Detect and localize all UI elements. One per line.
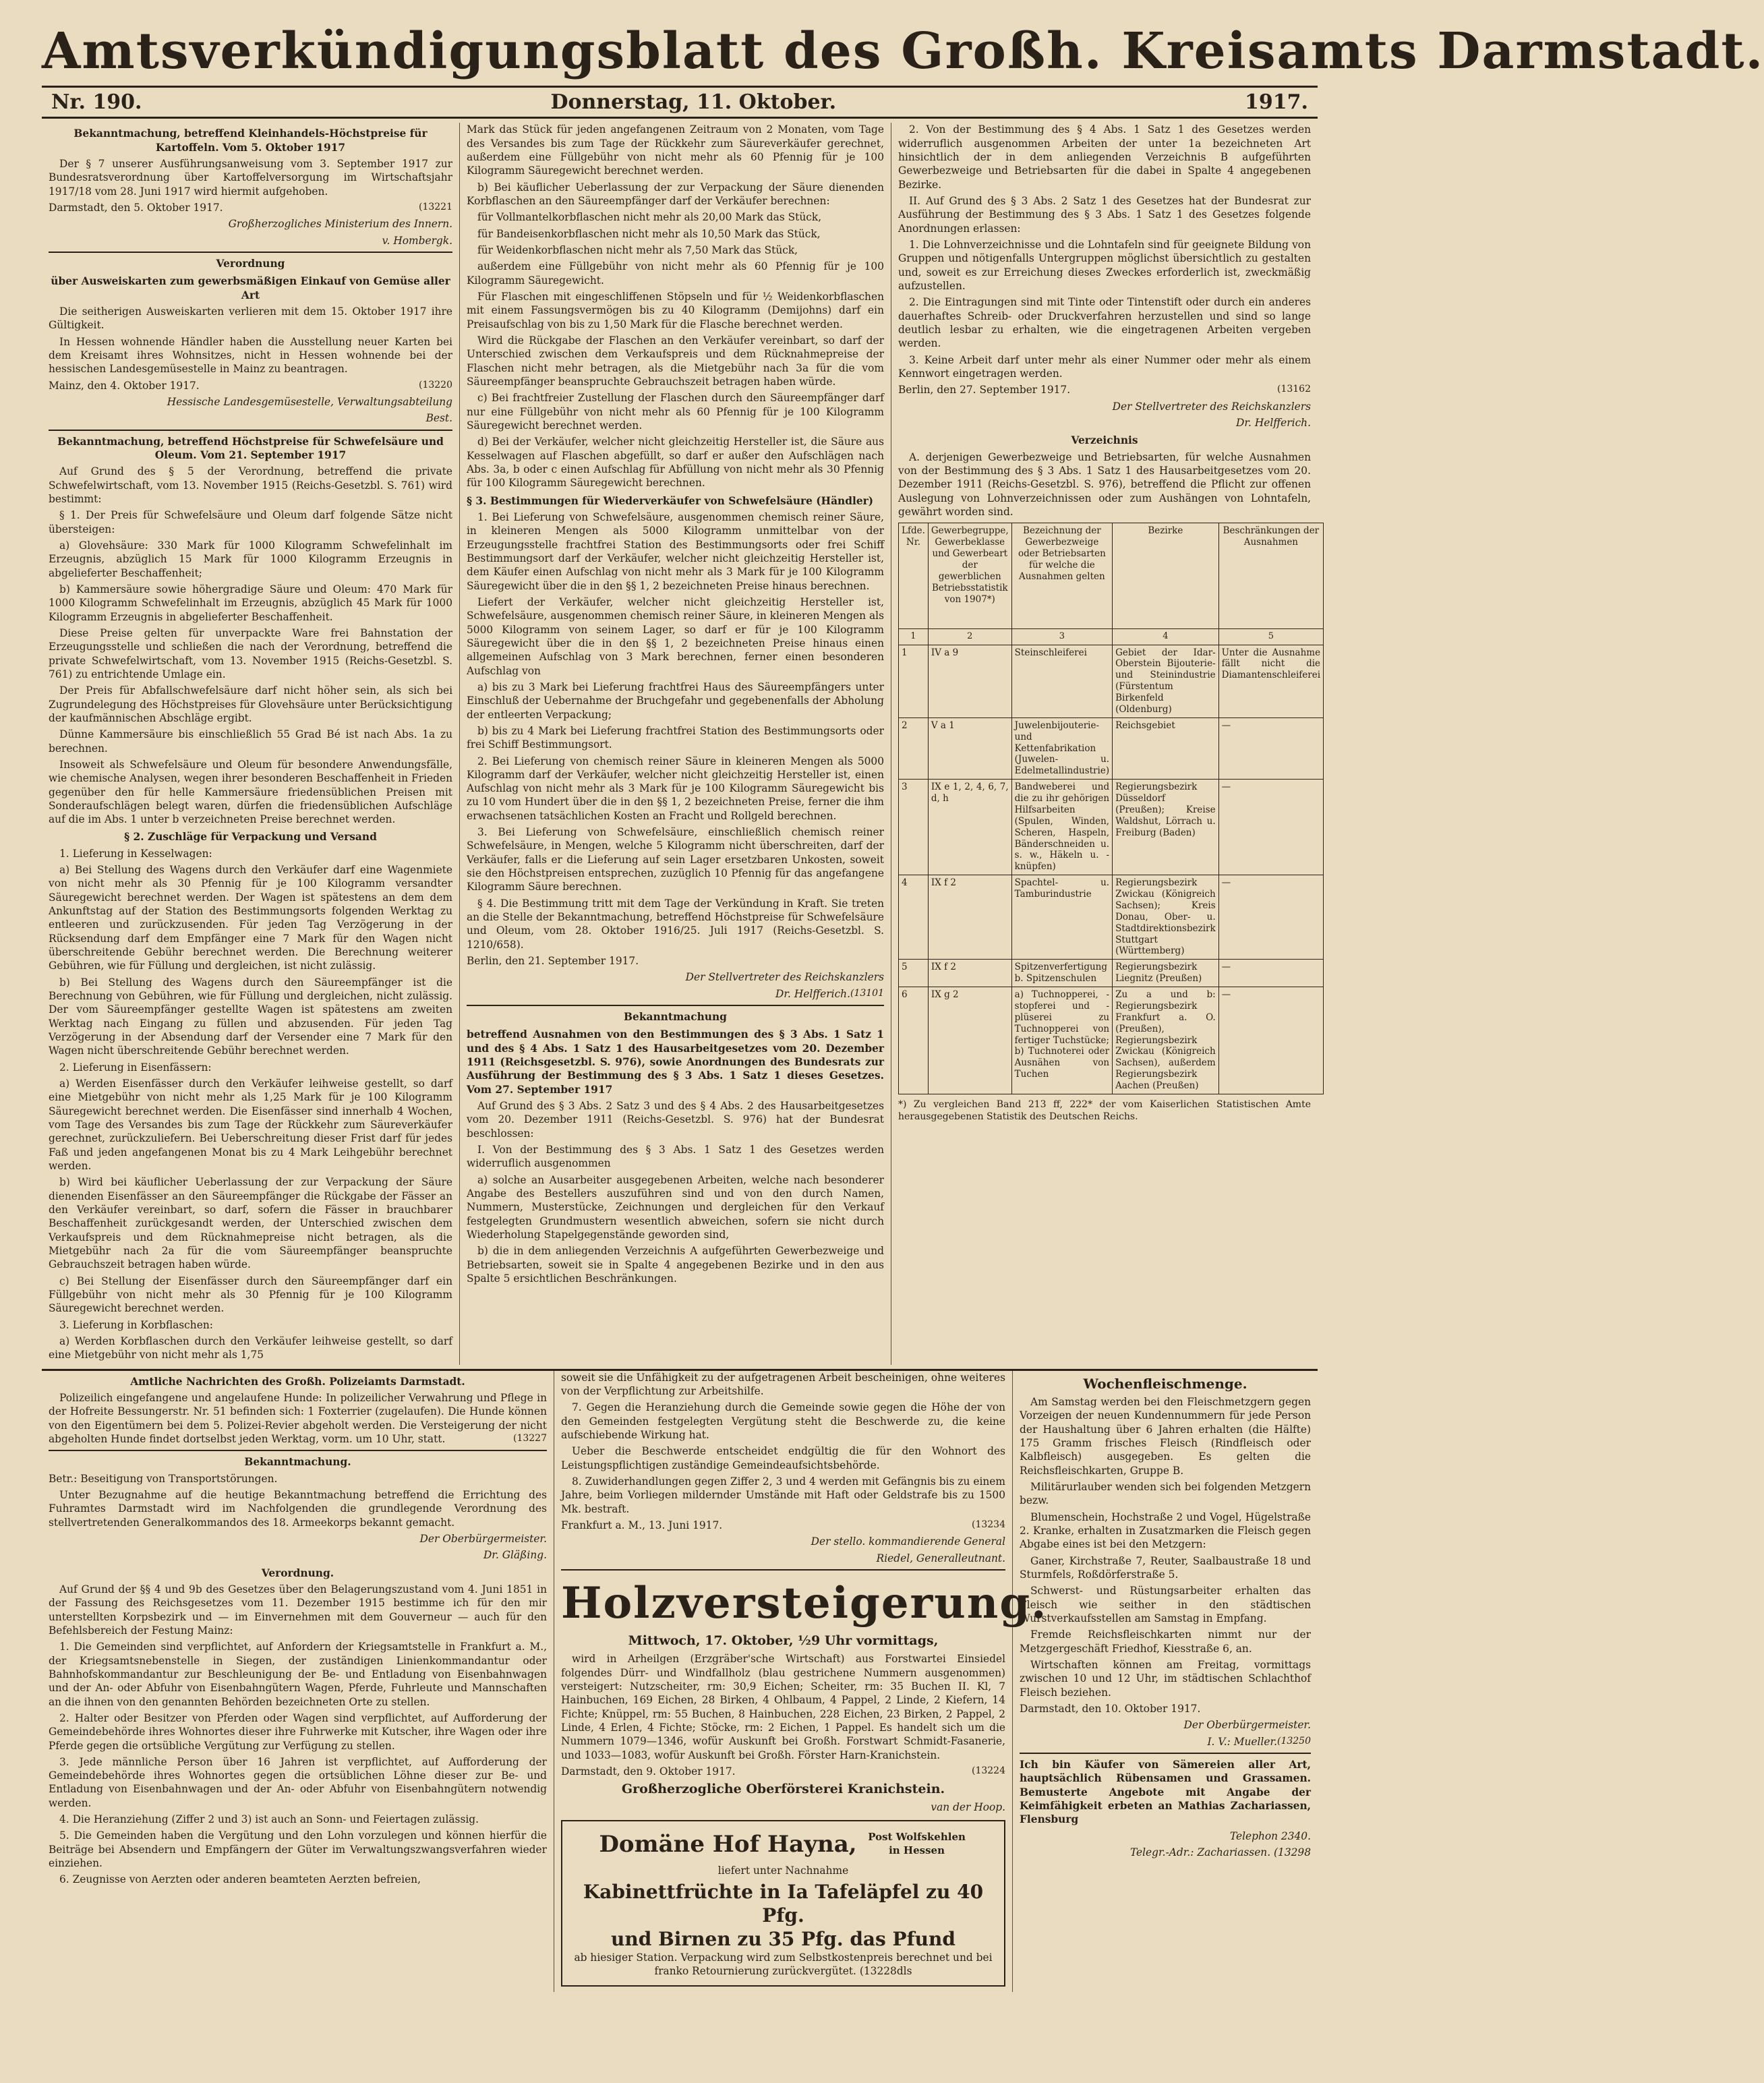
- paragraph: § 1. Der Preis für Schwefelsäure und Oleum darf folgende Sätze nicht übersteigen:: [49, 509, 452, 535]
- paragraph: 2. Halter oder Besitzer von Pferden oder Wagen sind verpflichtet, auf Aufforderung der Gemeindebehörde ihres Wohnortes dieser ihre Fuhrwerke mit Kutscher, ihre Wagen oder ihre Pferde gegen die ortsübliche Vergütung zur Verfügung zu stellen.: [49, 1711, 547, 1752]
- signature: Großherzogliche Oberförsterei Kranichstein.: [621, 1782, 945, 1797]
- divider: [467, 1005, 884, 1006]
- signature-name: Dr. Helfferich.: [1236, 416, 1311, 429]
- ad-phone: Telephon 2340.: [1229, 1829, 1311, 1842]
- ad-title: Domäne Hof Hayna,: [599, 1830, 857, 1858]
- table-cell: 3: [899, 780, 929, 875]
- table-cell: Reichsgebiet: [1113, 717, 1219, 779]
- table-heading: Verzeichnis: [1071, 434, 1138, 447]
- divider: [561, 1569, 1005, 1571]
- paragraph: 5. Die Gemeinden haben die Vergütung und den Lohn vorzulegen und können hierfür die Beiträge bei Absendern und Empfängern der Güter im Verwaltungszwangsverfahren wieder einziehen.: [49, 1829, 547, 1870]
- main-columns: [42, 123, 1321, 1364]
- paragraph: 1. Die Lohnverzeichnisse und die Lohntafeln sind für geeignete Bildung von Gruppen und nötigenfalls Untergruppen möglichst übersichtlich zu gestalten und, soweit es zur Erreichung dieses Zweckes erforderlich ist, zweckmäßig aufzustellen.: [898, 239, 1311, 292]
- signature-name: v. Hombergk.: [382, 234, 452, 247]
- place-date: Frankfurt a. M., 13. Juni 1917. (13234: [561, 1519, 1005, 1531]
- table-row: [899, 960, 1324, 987]
- paragraph: d) Bei der Verkäufer, welcher nicht gleichzeitig Hersteller ist, die Säure aus Kesselwagen auf Flaschen abgefüllt, so darf er außer den Aufschlägen nach Abs. 3a, b oder c einen Aufschlag für Abfüllung von nicht mehr als 30 Pfennig für 100 Kilogramm Säuregewicht berechnen.: [467, 436, 884, 490]
- paragraph: 2. Bei Lieferung von chemisch reiner Säure in kleineren Mengen als 5000 Kilogramm darf der Verkäufer, welcher nicht gleichzeitig Hersteller ist, einen Aufschlag von nicht mehr als 3 Mark für je 100 Kilogramm Säuregewicht bis zu 10 vom Hundert über die in den §§ 1, 2 bezeichneten Preise, ferner die ihm erwachsenen tatsächlichen Kosten an Fracht und Rollgeld berechnen.: [467, 755, 884, 822]
- table-cell: IX e 1, 2, 4, 6, 7, d, h: [928, 780, 1011, 875]
- paragraph: Auf Grund der §§ 4 und 9b des Gesetzes über den Belagerungszustand vom 4. Juni 1851 in der Fassung des Reichsgesetzes vom 11. Dezember 1915 bestimme ich für den mir unterstellten Korpsbezirk und — im Einvernehmen mit dem Gouverneur — auch für den Befehlsbereich der Festung Mainz:: [49, 1583, 547, 1637]
- divider: [49, 252, 452, 253]
- paragraph: Diese Preise gelten für unverpackte Ware frei Bahnstation der Erzeugungsstelle und schließen die nach der Verordnung, betreffend die private Schwefelwirtschaft, vom 13. November 1915 (Reichs-Gesetzbl. S. 761) zu entrichtende Umlage ein.: [49, 626, 452, 680]
- table-cell: Spachtel- u. Tamburindustrie: [1011, 875, 1112, 960]
- table-cell: Bandweberei und die zu ihr gehörigen Hilfsarbeiten (Spulen, Winden, Scheren, Haspeln, Bänderschneiden u. s. w., Häkeln u. -knüpfen): [1011, 780, 1112, 875]
- paragraph: 2. Von der Bestimmung des § 4 Abs. 1 Satz 1 des Gesetzes werden widerruflich ausgenommen Arbeiten der unter 1a bezeichneten Art hinsichtlich der in dem anliegenden Verzeichnis B aufgeführten Gewerbezweige und Betriebsarten für die dabei in Spalte 4 angegebenen Bezirke.: [898, 123, 1311, 191]
- column-index: 4: [1113, 629, 1219, 645]
- table-header: Lfde. Nr.: [899, 523, 929, 629]
- table-footnote: *) Zu vergleichen Band 213 ff, 222* der vom Kaiserlichen Statistischen Amte herausgegebenen Statistik des Deutschen Reichs.: [898, 1098, 1311, 1123]
- ad-offer-apples: Kabinettfrüchte in Ia Tafeläpfel zu 40 Pfg.: [583, 1880, 984, 1927]
- table-row: [899, 645, 1324, 717]
- paragraph: b) Bei käuflicher Ueberlassung der zur Verpackung der Säure dienenden Korbflaschen an den Säureempfänger darf der Verkäufer berechnen:: [467, 181, 884, 208]
- paragraph: Blumenschein, Hochstraße 2 und Vogel, Hügelstraße 2. Kranke, erhalten in Zusatzmarken die Fleisch gegen Abgabe eines ist bei den Metzgern:: [1020, 1510, 1311, 1551]
- table-cell: V a 1: [928, 717, 1011, 779]
- auction-heading: Holzversteigerung.: [561, 1577, 1048, 1629]
- table-cell: Zu a und b: Regierungsbezirk Frankfurt a. O. (Preußen), Regierungsbezirk Zwickau (Königreich Sachsen), außerdem Regierungsbezirk Aachen (Preußen): [1113, 987, 1219, 1094]
- paragraph: A. derjenigen Gewerbezweige und Betriebsarten, für welche Ausnahmen von der Bestimmung des § 3 Abs. 1 Satz 1 des Hausarbeitgesetzes vom 20. Dezember 1911 (Reichs-Gesetzbl. S. 976), betreffend die Pflicht zur offenen Auslegung von Lohnverzeichnissen oder zum Aushängen von Lohntafeln, gewährt worden sind.: [898, 450, 1311, 518]
- paragraph: Ganer, Kirchstraße 7, Reuter, Saalbaustraße 18 und Sturmfels, Roßdörferstraße 5.: [1020, 1554, 1311, 1581]
- paragraph: Militärurlauber wenden sich bei folgenden Metzgern bezw.: [1020, 1480, 1311, 1507]
- paragraph: Unter Bezugnahme auf die heutige Bekanntmachung betreffend die Errichtung des Fuhramtes Darmstadt wird im Nachfolgenden die grundlegende Verordnung des stellvertretenden Generalkommandos des 18. Armeekorps bekannt gemacht.: [49, 1488, 547, 1529]
- table-cell: —: [1218, 987, 1323, 1094]
- notice-heading: Bekanntmachung: [624, 1011, 727, 1024]
- column-index: 3: [1011, 629, 1112, 645]
- paragraph: wird in Arheilgen (Erzgräber'sche Wirtschaft) aus Forstwartei Einsiedel folgendes Dürr- und Windfallholz (blau gestrichene Nummern ausgenommen) versteigert: Nutzscheiter, rm: 30,9 Eichen; Scheiter, rm: 35 Buchen II. Kl, 7 Hainbuchen, 169 Eichen, 28 Birken, 4 Ohlbaum, 4 Pappel, 2 Linde, 2 Kiefern, 14 Fichte; Knüppel, rm: 55 Buchen, 8 Hainbuchen, 228 Eichen, 23 Birken, 2 Pappel, 2 Linde, 4 Erlen, 4 Fichte; Stöcke, rm: 2 Eichen, 1 Pappel. Es handelt sich um die Nummern 1079—1346, wofür Auskunft bei Großh. Forstwart Schmidt-Fasanerie, und 1033—1083, wofür Auskunft bei Großh. Förster Harn-Kranichstein.: [561, 1653, 1005, 1761]
- table-cell: Regierungsbezirk Düsseldorf (Preußen); Kreise Waldshut, Lörrach u. Freiburg (Baden): [1113, 780, 1219, 875]
- paragraph: Wirtschaften können am Freitag, vormittags zwischen 10 und 12 Uhr, im städtischen Schlachthof Fleisch beziehen.: [1020, 1658, 1311, 1699]
- dateline: [42, 86, 1318, 119]
- paragraph: c) Bei frachtfreier Zustellung der Flaschen durch den Säureempfänger darf nur eine Füllgebühr von nicht mehr als 60 Pfennig für je 100 Kilogramm Säuregewicht berechnet werden.: [467, 392, 884, 432]
- paragraph: II. Auf Grund des § 3 Abs. 2 Satz 1 des Gesetzes hat der Bundesrat zur Ausführung der Bestimmung des § 3 Abs. 1 Satz 1 des Gesetzes folgende Anordnungen erlassen:: [898, 195, 1311, 235]
- paragraph: Schwerst- und Rüstungsarbeiter erhalten das Fleisch wie seither in den städtischen Wurstverkaufsstellen am Samstag in Empfang.: [1020, 1585, 1311, 1624]
- paragraph: § 4. Die Bestimmung tritt mit dem Tage der Verkündung in Kraft. Sie treten an die Stelle der Bekanntmachung, betreffend Höchstpreise für Schwefelsäure und Oleum, vom 28. Oktober 1916/25. Juli 1917 (Reichs-Gesetzbl. S. 1210/658).: [467, 897, 884, 951]
- signature: Der Stellvertreter des Reichskanzlers: [1112, 400, 1311, 413]
- issue-number: Nr. 190.: [51, 90, 142, 115]
- paragraph: 3. Keine Arbeit darf unter mehr als einer Nummer oder mehr als einem Kennwort eingetragen werden.: [898, 353, 1311, 380]
- table-cell: Juwelenbijouterie- und Kettenfabrikation (Juwelen- u. Edelmetallindustrie): [1011, 717, 1112, 779]
- table-cell: 5: [899, 960, 929, 987]
- paragraph: a) Bei Stellung des Wagens durch den Verkäufer darf eine Wagenmiete von nicht mehr als 30 Pfennig für je 100 Kilogramm versandter Säuregewicht berechnet werden. Der Wagen ist spätestens an dem dem Ankunftstag auf der Station des Bestimmungsorts folgenden Werktag zu entleeren und zurückzusenden. Für jeden Tag Verzögerung in der Rücksendung darf dem Empfänger eine 7 Mark für den Wagen nicht überschreitende Gebühr berechnet werden. Die Berechnung weiterer Gebühren, wie für Füllung und dergleichen, ist nicht zulässig.: [49, 864, 452, 972]
- notice-heading: Bekanntmachung.: [244, 1456, 351, 1469]
- paragraph: Dünne Kammersäure bis einschließlich 55 Grad Bé ist nach Abs. 1a zu berechnen.: [49, 728, 452, 755]
- paragraph: 1. Bei Lieferung von Schwefelsäure, ausgenommen chemisch reiner Säure, in kleineren Mengen als 5000 Kilogramm unmittelbar von der Erzeugungsstelle frachtfrei Station des Bestimmungsorts oder frei Schiff Bestimmungsort darf der Verkäufer, welcher nicht gleichzeitig Hersteller ist, dem Käufer einen Aufschlag von nicht mehr als 3 Mark für je 100 Kilogramm Säuregewicht über die in den §§ 1, 2 bezeichneten Preise hinaus berechnen.: [467, 510, 884, 592]
- paragraph: Polizeilich eingefangene und angelaufene Hunde: In polizeilicher Verwahrung und Pflege in der Hofreite Bessungerstr. Nr. 51 befinden sich: 1 Foxterrier (zugelaufen). Die Hunde können von den Eigentümern bei dem 5. Polizei-Revier abgeholt werden. Die Versteigerung der nicht abgeholten Hunde findet dortselbst jeden Werktag, vorm. um 10 Uhr, statt. (13227: [49, 1391, 547, 1445]
- table-cell: IX f 2: [928, 875, 1011, 960]
- paragraph: c) Bei Stellung der Eisenfässer durch den Säureempfänger darf ein Füllgebühr von nicht mehr als 30 Pfennig für je 100 Kilogramm Säuregewicht berechnet werden.: [49, 1274, 452, 1315]
- paragraph: b) Bei Stellung des Wagens durch den Säureempfänger ist die Berechnung von Gebühren, wie für Füllung und dergleichen, nicht zulässig. Der vom Säureempfänger gestellte Wagen ist spätestens am zweiten Werktag nach Eingang zu füllen und abzusenden. Für jeden Tag Verzögerung in der Absendung darf der Versender eine 7 Mark für den Wagen nicht überschreitende Gebühr berechnet werden.: [49, 976, 452, 1057]
- paragraph: Betr.: Beseitigung von Transportstörungen.: [49, 1472, 278, 1485]
- ad-telegram: Telegr.-Adr.: Zachariassen. (13298: [1129, 1846, 1311, 1858]
- signature: Der stello. kommandierende General: [811, 1535, 1005, 1548]
- signature: Großherzogliches Ministerium des Innern.: [228, 218, 452, 231]
- masthead-title: Amtsverkündigungsblatt des Großh. Kreisamts Darmstadt.: [42, 22, 1764, 80]
- domain-hayna-ad: [561, 1820, 1005, 1987]
- auction-date: Mittwoch, 17. Oktober, ½9 Uhr vormittags,: [628, 1633, 939, 1649]
- table-row: [899, 717, 1324, 779]
- paragraph: außerdem eine Füllgebühr von nicht mehr als 60 Pfennig für je 100 Kilogramm Säuregewicht.: [467, 260, 884, 287]
- table-header: Beschränkungen der Ausnahmen: [1218, 523, 1323, 629]
- column-index: 1: [899, 629, 929, 645]
- table-cell: —: [1218, 875, 1323, 960]
- table-cell: 4: [899, 875, 929, 960]
- paragraph: 3. Bei Lieferung von Schwefelsäure, einschließlich chemisch reiner Schwefelsäure, in Mengen, welche 5 Kilogramm nicht überschreiten, darf der Verkäufer, falls er die Lieferung auf sein Lager ersetzbaren Unkosten, soweit sie den Höchstpreisen entsprechen, zuzüglich 10 Pfennig für das angefangene Kilogramm Säure berechnen.: [467, 826, 884, 893]
- notice-heading: Amtliche Nachrichten des Großh. Polizeiamts Darmstadt.: [130, 1375, 465, 1388]
- paragraph: soweit sie die Unfähigkeit zu der aufgetragenen Arbeit bescheinigen, ohne weiteres von der Verpflichtung zur Arbeitshilfe.: [561, 1371, 1005, 1397]
- signature-name: I. V.: Mueller. (13250: [1207, 1735, 1311, 1748]
- table-cell: Regierungsbezirk Liegnitz (Preußen): [1113, 960, 1219, 987]
- signature: Der Oberbürgermeister.: [419, 1532, 547, 1545]
- paragraph: Auf Grund des § 3 Abs. 2 Satz 3 und des § 4 Abs. 2 des Hausarbeitgesetzes vom 20. Dezember 1911 (Reichs-Gesetzbl. S. 976) hat der Bundesrat beschlossen:: [467, 1100, 884, 1140]
- table-cell: IX g 2: [928, 987, 1011, 1094]
- paragraph: Die seitherigen Ausweiskarten verlieren mit dem 15. Oktober 1917 ihre Gültigkeit.: [49, 305, 452, 332]
- table-cell: 1: [899, 645, 929, 717]
- divider: [49, 1450, 547, 1451]
- signature: Der Oberbürgermeister.: [1183, 1719, 1311, 1732]
- notice-heading: Bekanntmachung, betreffend Kleinhandels-Höchstpreise für Kartoffeln. Vom 5. Oktober 1917: [74, 127, 428, 154]
- table-cell: 6: [899, 987, 929, 1094]
- paragraph: I. Von der Bestimmung des § 3 Abs. 1 Satz 1 des Gesetzes werden widerruflich ausgenommen: [467, 1144, 884, 1170]
- paragraph: a) Glovehsäure: 330 Mark für 1000 Kilogramm Schwefelinhalt im Erzeugnis, abzüglich 15 Mark für 1000 Kilogramm Erzeugnis in abgelieferter Beschaffenheit;: [49, 539, 452, 579]
- paragraph: Der § 7 unserer Ausführungsanweisung vom 3. September 1917 zur Bundesratsverordnung über Kartoffelversorgung im Wirtschaftsjahr 1917/18 vom 28. Juni 1917 wird hiermit aufgehoben.: [49, 158, 452, 198]
- paragraph: für Bandeisenkorbflaschen nicht mehr als 10,50 Mark das Stück,: [477, 227, 821, 240]
- ad-text: liefert unter Nachnahme: [717, 1864, 849, 1877]
- table-cell: —: [1218, 780, 1323, 875]
- paragraph: 4. Die Heranziehung (Ziffer 2 und 3) ist auch an Sonn- und Feiertagen zulässig.: [59, 1813, 479, 1826]
- paragraph: Mark das Stück für jeden angefangenen Zeitraum von 2 Monaten, vom Tage des Versandes bis zum Tage der Rückkehr zum Säureverkäufer gerechnet, außerdem eine Füllgebühr von nicht mehr als 60 Pfennig für je 100 Kilogramm Säuregewicht berechnet werden.: [467, 123, 884, 177]
- exemption-table: [898, 523, 1324, 1094]
- section-heading: § 3. Bestimmungen für Wiederverkäufer von Schwefelsäure (Händler): [467, 494, 874, 507]
- issue-date: Donnerstag, 11. Oktober.: [550, 90, 837, 115]
- ad-header: [566, 1825, 1000, 1864]
- divider: [1020, 1753, 1311, 1754]
- paragraph: Der Preis für Abfallschwefelsäure darf nicht höher sein, als sich bei Zugrundelegung des Höchstpreises für Glovehsäure unter Berücksichtigung der kaufmännischen Abschläge ergibt.: [49, 684, 452, 724]
- table-cell: Steinschleiferei: [1011, 645, 1112, 717]
- table-cell: Unter die Ausnahme fällt nicht die Diamantenschleiferei: [1218, 645, 1323, 717]
- table-cell: —: [1218, 960, 1323, 987]
- table-cell: Regierungsbezirk Zwickau (Königreich Sachsen); Kreis Donau, Ober- u. Stadtdirektionsbezirk Stuttgart (Württemberg): [1113, 875, 1219, 960]
- paragraph: 8. Zuwiderhandlungen gegen Ziffer 2, 3 und 4 werden mit Gefängnis bis zu einem Jahre, beim Vorliegen mildernder Umstände mit Haft oder Geldstrafe bis zu 1500 Mk. bestraft.: [561, 1475, 1005, 1515]
- paragraph: 3. Jede männliche Person über 16 Jahren ist verpflichtet, auf Aufforderung der Gemeindebehörde ihres Wohnortes gegen die ortsüblichen Löhne dieser zur Be- und Entladung von Eisenbahnwagen und der An- oder Abfuhr von Eisenbahngütern notwendig werden.: [49, 1755, 547, 1809]
- signature-name: Dr. Gläßing.: [483, 1549, 547, 1562]
- bottom-column-3: [1013, 1371, 1318, 1992]
- paragraph: In Hessen wohnende Händler haben die Ausstellung neuer Karten bei dem Kreisamt ihres Wohnsitzes, nicht in Hessen wohnende bei der hessischen Landesgemüsestelle in Mainz zu beantragen.: [49, 335, 452, 376]
- paragraph: 2. Die Eintragungen sind mit Tinte oder Tintenstift oder durch ein anderes dauerhaftes Schreib- oder Druckverfahren herzustellen und sind so lange deutlich lesbar zu erhalten, wie die eingetragenen Arbeiten vergeben werden.: [898, 296, 1311, 350]
- paragraph: 6. Zeugnisse von Aerzten oder anderen beamteten Aerzten befreien,: [59, 1873, 421, 1886]
- signature: Hessische Landesgemüsestelle, Verwaltungsabteilung: [167, 395, 452, 408]
- table-cell: IV a 9: [928, 645, 1011, 717]
- paragraph: a) Werden Korbflaschen durch den Verkäufer leihweise gestellt, so darf eine Mietgebühr von nicht mehr als 1,75: [49, 1334, 452, 1361]
- paragraph: Ueber die Beschwerde entscheidet endgültig die für den Wohnort des Leistungspflichtigen zuständige Gemeindeaufsichtsbehörde.: [561, 1445, 1005, 1471]
- paragraph: 3. Lieferung in Korbflaschen:: [59, 1318, 213, 1331]
- table-row: [899, 780, 1324, 875]
- place-date: Darmstadt, den 5. Oktober 1917. (13221: [49, 202, 452, 214]
- table-cell: —: [1218, 717, 1323, 779]
- section-heading: § 2. Zuschläge für Verpackung und Versand: [124, 831, 377, 844]
- place-date: Darmstadt, den 10. Oktober 1917.: [1020, 1702, 1201, 1715]
- bottom-column-1: [42, 1371, 554, 1992]
- table-cell: a) Tuchnopperei, -stopferei und -plüserei zu Tuchnopperei von fertiger Tuchstücke; b) Tuchnoterei oder Ausnähen von Tuchen: [1011, 987, 1112, 1094]
- paragraph: a) solche an Ausarbeiter ausgegebenen Arbeiten, welche nach besonderer Angabe des Bestellers auszuführen sind und von den durch Namen, Nummern, Musterstücke, Zeichnungen und dergleichen für den Verkauf festgelegten Grundmustern wesentlich abweichen, sofern sie nicht durch Wiederholung Stapelgegenstände geworden sind,: [467, 1173, 884, 1241]
- ad-offer-pears: und Birnen zu 35 Pfg. das Pfund: [611, 1927, 955, 1950]
- signature-name: Riedel, Generalleutnant.: [876, 1552, 1005, 1564]
- notice-subheading: betreffend Ausnahmen von den Bestimmungen des § 3 Abs. 1 Satz 1 und des § 4 Abs. 1 Satz 1 des Hausarbeitgesetzes vom 20. Dezember 1911 (Reichsgesetzbl. S. 976), sowie Anordnungen des Bundesrats zur Ausführung der Bestimmung des § 3 Abs. 1 Satz 1 dieses Gesetzes. Vom 27. September 1917: [467, 1028, 884, 1096]
- paragraph: b) Kammersäure sowie höhergradige Säure und Oleum: 470 Mark für 1000 Kilogramm Schwefelinhalt im Erzeugnis, abzüglich 45 Mark für 1000 Kilogramm Erzeugnis in abgelieferter Beschaffenheit.: [49, 583, 452, 623]
- paragraph: für Vollmantelkorbflaschen nicht mehr als 20,00 Mark das Stück,: [477, 211, 822, 224]
- signature: Der Stellvertreter des Reichskanzlers: [685, 971, 884, 984]
- column-1: [42, 123, 460, 1364]
- notice-heading: Verordnung.: [261, 1566, 334, 1579]
- paragraph: Auf Grund des § 5 der Verordnung, betreffend die private Schwefelwirtschaft, vom 13. November 1915 (Reichs-Gesetzbl. S. 761) wird bestimmt:: [49, 465, 452, 505]
- paragraph: Wird die Rückgabe der Flaschen an den Verkäufer vereinbart, so darf der Unterschied zwischen dem Verkaufspreis und dem Rücknahmepreise der Flaschen nicht mehr betragen, als die Mietgebühr nach 3a für die vom Säureempfänger beanspruchte Gebrauchszeit betragen haben würde.: [467, 334, 884, 388]
- table-header: Bezirke: [1113, 523, 1219, 629]
- paragraph: 1. Die Gemeinden sind verpflichtet, auf Anfordern der Kriegsamtstelle in Frankfurt a. M., der Kriegsamtsnebenstelle in Siegen, der zuständigen Linienkommandantur oder Bahnhofskommandantur zur Beschleunigung der Be- und Entladung von Eisenbahnwagen und der An- oder Abfuhr von Eisenbahngütern Wagen, Pferde, Fuhrleute und Mannschaften an die ihnen von den genannten Behörden bezeichneten Orte zu stellen.: [49, 1641, 547, 1708]
- paragraph: Insoweit als Schwefelsäure und Oleum für besondere Anwendungsfälle, wie chemische Analysen, wegen ihrer besonderen Beschaffenheit in Frieden gegenüber den für helle Kammersäure friedensüblichen Preisen mit Sonderaufschlägen belegt waren, dürfen die friedensüblichen Aufschläge auf die im Abs. 1 unter b verzeichneten Preise berechnet werden.: [49, 758, 452, 826]
- column-index: 2: [928, 629, 1011, 645]
- paragraph: Liefert der Verkäufer, welcher nicht gleichzeitig Hersteller ist, Schwefelsäure, ausgenommen chemisch reiner Säure, in kleineren Mengen als 5000 Kilogramm von seinem Lager, so darf er für je 100 Kilogramm Säuregewicht über die in den §§ 1, 2 bezeichneten Preise hinaus einen allgemeinen Aufschlag von 3 Mark berechnen, ferner einen besonderen Aufschlag von: [467, 595, 884, 677]
- table-row: [899, 875, 1324, 960]
- paragraph: für Weidenkorbflaschen nicht mehr als 7,50 Mark das Stück,: [477, 244, 798, 257]
- paragraph: 1. Lieferung in Kesselwagen:: [59, 847, 212, 860]
- table-cell: Gebiet der Idar-Oberstein Bijouterie- und Steinindustrie (Fürstentum Birkenfeld (Oldenburg): [1113, 645, 1219, 717]
- notice-subheading: über Ausweiskarten zum gewerbsmäßigen Einkauf von Gemüse aller Art: [51, 275, 450, 301]
- ad-text: ab hiesiger Station. Verpackung wird zum Selbstkostenpreis berechnet und bei franko Retournierung zurückvergütet. (13228dls: [574, 1951, 993, 1978]
- ad-address: Post Wolfskehlen in Hessen: [868, 1831, 966, 1857]
- table-cell: Spitzenverfertigung b. Spitzenschulen: [1011, 960, 1112, 987]
- place-date: Berlin, den 27. September 1917. (13162: [898, 384, 1311, 397]
- place-date: Darmstadt, den 9. Oktober 1917. (13224: [561, 1765, 1005, 1778]
- signature-name: van der Hoop.: [931, 1801, 1005, 1814]
- bottom-section: [42, 1369, 1318, 1992]
- place-date: Mainz, den 4. Oktober 1917. (13220: [49, 379, 452, 392]
- paragraph: Fremde Reichsfleischkarten nimmt nur der Metzgergeschäft Friedhof, Kiesstraße 6, an.: [1020, 1629, 1311, 1655]
- paragraph: 7. Gegen die Heranziehung durch die Gemeinde sowie gegen die Höhe der von den Gemeinden festgelegten Vergütung steht die Beschwerde zu, die keine aufschiebende Wirkung hat.: [561, 1401, 1005, 1441]
- notice-heading: Wochenfleischmenge.: [1083, 1375, 1247, 1392]
- table-header: Bezeichnung der Gewerbezweige oder Betriebsarten für welche die Ausnahmen gelten: [1011, 523, 1112, 629]
- signature-name: Dr. Helfferich. (13101: [775, 987, 884, 1000]
- paragraph: a) bis zu 3 Mark bei Lieferung frachtfrei Haus des Säureempfängers unter Einschluß der Uebernahme der Bruchgefahr und gegebenenfalls der Abholung der entleerten Verpackung;: [467, 680, 884, 721]
- paragraph: Am Samstag werden bei den Fleischmetzgern gegen Vorzeigen der neuen Kundennummern für jede Person der Haushaltung über 6 Jahren erhalten (die Hälfte) 175 Gramm frisches Fleisch (Rindfleisch oder Kalbfleisch) ausgegeben. Es gelten die Reichsfleischkarten, Gruppe B.: [1020, 1396, 1311, 1477]
- notice-heading: Bekanntmachung, betreffend Höchstpreise für Schwefelsäure und Oleum. Vom 21. September 1917: [57, 435, 444, 461]
- paragraph: b) bis zu 4 Mark bei Lieferung frachtfrei Station des Bestimmungsorts oder frei Schiff Bestimmungsort.: [467, 724, 884, 751]
- table-header: Gewerbegruppe, Gewerbeklasse und Gewerbeart der gewerblichen Betriebsstatistik von 1907*): [928, 523, 1011, 629]
- ad-text: Ich bin Käufer von Sämereien aller Art, hauptsächlich Rübensamen und Grassamen. Bemusterte Angebote mit Angabe der Keimfähigkeit erbeten an Mathias Zachariassen, Flensburg: [1020, 1758, 1311, 1826]
- paragraph: Für Flaschen mit eingeschliffenen Stöpseln und für ½ Weidenkorbflaschen mit einem Fassungsvermögen bis zu 40 Kilogramm (Demijohns) darf ein Preisaufschlag von bis zu 1,50 Mark für die Flasche berechnet werden.: [467, 291, 884, 330]
- paragraph: b) Wird bei käuflicher Ueberlassung der zur Verpackung der Säure dienenden Eisenfässer an den Säureempfänger die Rückgabe der Fässer an den Verkäufer vereinbart, so darf, sofern die Fässer in brauchbarer Beschaffenheit zurückgesandt werden, der Unterschied zwischen dem Verkaufspreis und dem Rücknahmepreise nicht betragen, als die Mietgebühr nach 2a für die vom Säureempfänger beanspruchte Gebrauchszeit betragen haben würde.: [49, 1176, 452, 1271]
- table-row: [899, 987, 1324, 1094]
- paragraph: b) die in dem anliegenden Verzeichnis A aufgeführten Gewerbezweige und Betriebsarten, soweit sie in Spalte 4 angegebenen Bezirke und in den aus Spalte 5 ersichtlichen Beschränkungen.: [467, 1245, 884, 1285]
- bottom-column-2: [554, 1371, 1048, 1992]
- column-index: 5: [1218, 629, 1323, 645]
- table-cell: 2: [899, 717, 929, 779]
- table-cell: IX f 2: [928, 960, 1011, 987]
- notice-heading: Verordnung: [216, 258, 285, 270]
- signature-name: Best.: [425, 412, 452, 425]
- place-date: Berlin, den 21. September 1917.: [467, 955, 639, 968]
- paragraph: a) Werden Eisenfässer durch den Verkäufer leihweise gestellt, so darf eine Mietgebühr von nicht mehr als 1,25 Mark für je 100 Kilogramm Säuregewicht berechnet werden. Die Eisenfässer sind innerhalb 4 Wochen, vom Tage des Versandes bis zum Tage der Rückkehr zum Säureverkäufer gerechnet, zurückzuliefern. Bei Ueberschreitung dieser Frist darf für jedes Faß und jeden angefangenen Monat bis zu 4 Mark Leihgebühr berechnet werden.: [49, 1078, 452, 1173]
- issue-year: 1917.: [1245, 90, 1308, 115]
- column-3: [891, 123, 1321, 1364]
- paragraph: 2. Lieferung in Eisenfässern:: [59, 1061, 212, 1074]
- divider: [49, 430, 452, 431]
- column-2: [460, 123, 891, 1364]
